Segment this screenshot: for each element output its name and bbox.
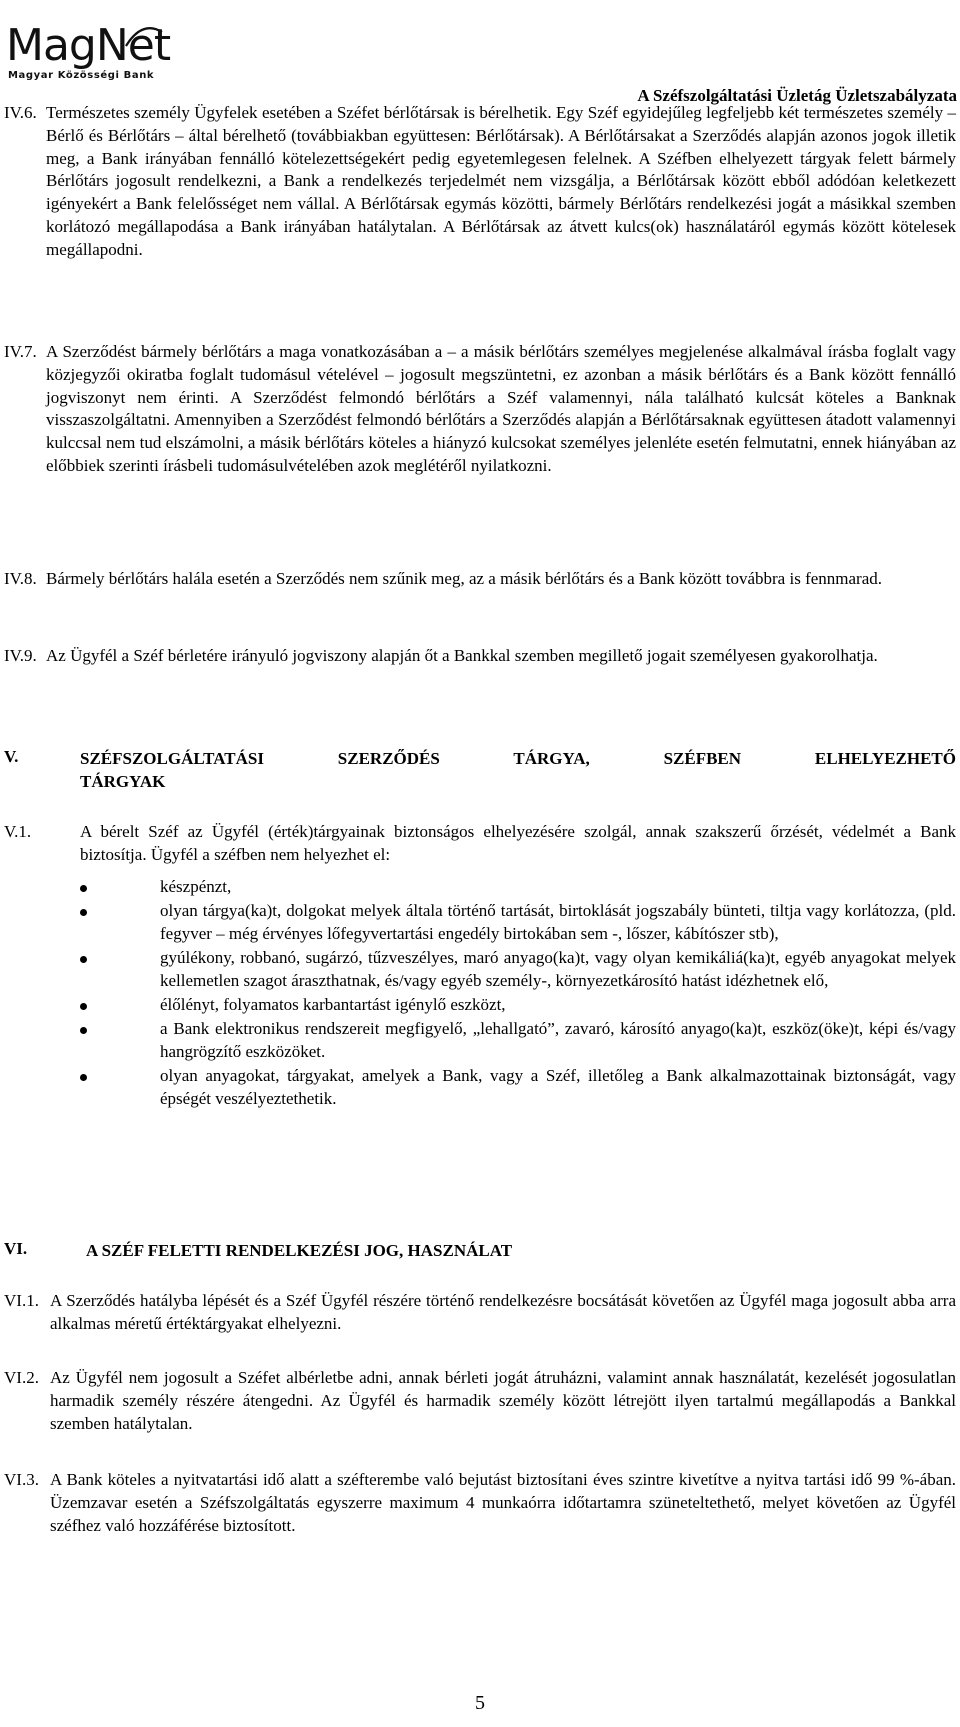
- section-text: A Szerződést bármely bérlőtárs a maga vonatkozásában a – a másik bérlőtárs személyes megjelenése alkalmával írásba foglalt vagy közjegyzői okiratba foglalt tudomásul vételével – jogosult megszüntetni, ez azonban a másik bérlőtárs és a Bank között fennálló jogviszonyt nem érinti. A Szerződést felmondó bérlőtárs a Széf valamennyi, nála található kulcsát köteles a Banknak visszaszolgáltatni. Amennyiben a Szerződést felmondó bérlőtárs a Szerződés alapján a Bérlőtársaknak együttesen átadott valamennyi kulccsal nem tud elszámolni, a másik bérlőtárs köteles a hiányzó kulcsokat személyes jelenléte esetén felmutatni, ennek hiányában az előbbiek szerinti írásbeli tudomásulvételében azok meglétéről nyilatkozni.: [46, 342, 956, 475]
- chapter-number: V.: [4, 747, 19, 766]
- logo-arc-icon: [124, 24, 164, 48]
- page-number: 5: [475, 1692, 485, 1714]
- section-number: IV.7.: [4, 342, 37, 361]
- logo-wordmark: MagNet: [6, 20, 171, 71]
- chapter-title-line1: SZÉFSZOLGÁLTATÁSI SZERZŐDÉS TÁRGYA, SZÉFBEN ELHELYEZHETŐ: [80, 749, 956, 768]
- bullet-icon: [80, 1074, 87, 1081]
- section-number: VI.1.: [4, 1291, 39, 1310]
- logo-subtitle: Magyar Közösségi Bank: [8, 70, 155, 81]
- list-item: olyan anyagokat, tárgyakat, amelyek a Bank, vagy a Széf, illetőleg a Bank alkalmazottainak biztonságát, vagy épségét veszélyeztethetik.: [80, 1065, 956, 1111]
- section-text: A Szerződés hatályba lépését és a Széf Ügyfél részére történő rendelkezésre bocsátását követően az Ügyfél maga jogosult abba arra alkalmas méretű értéktárgyakat elhelyezni.: [50, 1291, 956, 1333]
- section-number: VI.2.: [4, 1368, 39, 1387]
- list-item: gyúlékony, robbanó, sugárzó, tűzveszélyes, maró anyago(ka)t, vagy olyan kemikáliá(ka)t, egyéb anyagokat melyek kellemetlen szagot áraszthatnak, és/vagy egyéb személy-, környezetkárosító hatást idézhetnek elő,: [80, 947, 956, 993]
- section-text: Bármely bérlőtárs halála esetén a Szerződés nem szűnik meg, az a másik bérlőtárs és a Bank között továbbra is fennmarad.: [46, 569, 882, 588]
- section-number: IV.6.: [4, 103, 37, 122]
- chapter-number: VI.: [4, 1239, 28, 1258]
- list-item: készpénzt,: [80, 876, 956, 899]
- section-number: VI.3.: [4, 1470, 39, 1489]
- bullet-icon: [80, 1027, 87, 1034]
- bullet-icon: [80, 885, 87, 892]
- section-text: Az Ügyfél a Széf bérletére irányuló jogviszony alapján őt a Bankkal szemben megillető jogait személyesen gyakorolhatja.: [46, 646, 878, 665]
- list-item: élőlényt, folyamatos karbantartást igénylő eszközt,: [80, 994, 956, 1017]
- chapter-title: A SZÉF FELETTI RENDELKEZÉSI JOG, HASZNÁLAT: [86, 1241, 513, 1260]
- section-text: Az Ügyfél nem jogosult a Széfet albérletbe adni, annak bérleti jogát átruházni, valamint annak használatát, kezelését jogosulatlan harmadik személy részére átengedni. Az Ügyfél és harmadik személy között létrejött ilyen tartalmú megállapodás a Bankkal szemben hatálytalan.: [50, 1368, 956, 1433]
- section-number: V.1.: [4, 822, 32, 841]
- list-item: a Bank elektronikus rendszereit megfigyelő, „lehallgató”, zavaró, károsító anyago(ka)t, eszköz(öke)t, képi és/vagy hangrögzítő eszközöket.: [80, 1018, 956, 1064]
- document-title: A Széfszolgáltatási Üzletág Üzletszabályzata: [637, 86, 957, 105]
- forbidden-items-list: [80, 876, 956, 1112]
- list-item: olyan tárgya(ka)t, dolgokat melyek általa történő tartását, birtoklását jogszabály bünteti, tiltja vagy korlátozza, (pld. fegyver – még érvényes lőfegyvertartási engedély birtokában sem -, lőszer, kábítószer stb),: [80, 900, 956, 946]
- bullet-icon: [80, 1003, 87, 1010]
- section-number: IV.9.: [4, 646, 37, 665]
- section-text: A bérelt Széf az Ügyfél (érték)tárgyainak biztonságos elhelyezésére szolgál, annak szakszerű őrzését, védelmét a Bank biztosítja. Ügyfél a széfben nem helyezhet el:: [80, 822, 956, 864]
- section-number: IV.8.: [4, 569, 37, 588]
- magnet-logo: [6, 20, 171, 86]
- bullet-icon: [80, 909, 87, 916]
- section-text: Természetes személy Ügyfelek esetében a Széfet bérlőtársak is bérelhetik. Egy Széf egyidejűleg legfeljebb két természetes személy – Bérlő és Bérlőtárs – által bérelhető (továbbiakban együttesen: Bérlőtársak). A Bérlőtársakat a Szerződés alapján azonos jogok illetik meg, a Bank irányában fennálló kötelezettségekért pedig egyetemlegesen felelnek. A Széfben elhelyezett tárgyak felett bármely Bérlőtárs jogosult rendelkezni, a Bank a rendelkezés terjedelmét nem vizsgálja, a Bérlőtársak között ebből adódóan keletkezett igényekért a Bank felelősséget nem vállal. A Bérlőtársak egymás közötti, bármely Bérlőtárs rendelkezési jogát a másikkal szemben korlátozó megállapodása a Bank irányában hatálytalan. A Bérlőtársak az átvett kulcs(ok) használatáról egymás között kötelesek megállapodni.: [46, 103, 956, 259]
- chapter-title-line2: TÁRGYAK: [80, 772, 166, 791]
- bullet-icon: [80, 956, 87, 963]
- section-text: A Bank köteles a nyitvatartási idő alatt a széfterembe való bejutást biztosítani éves szintre kivetítve a nyitva tartási idő 99 %-ában. Üzemzavar esetén a Széfszolgáltatás egyszerre maximum 4 munkaórra időtartamra szüneteltethető, melyet követően az Ügyfél széfhez való hozzáférése biztosított.: [50, 1470, 956, 1535]
